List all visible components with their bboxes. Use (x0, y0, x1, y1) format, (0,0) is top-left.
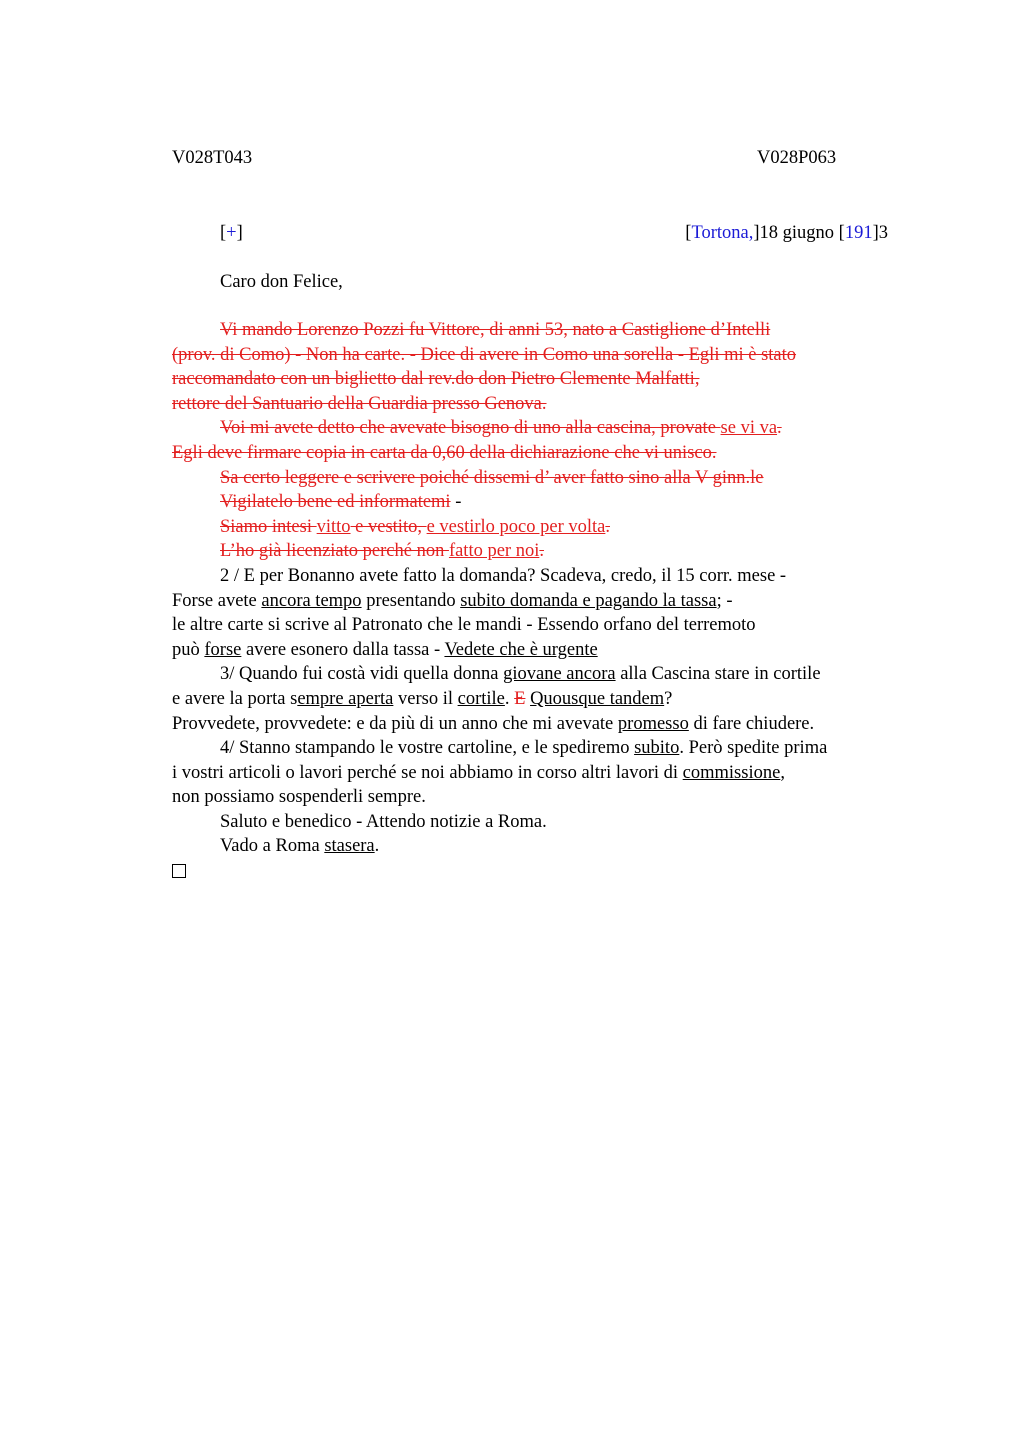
paragraph-2-line: Forse avete ancora tempo presentando subito domanda e pagando la tassa; - (172, 590, 733, 611)
paragraph-4-line: non possiamo sospenderli sempre. (172, 787, 426, 808)
deleted-line: Sa certo leggere e scrivere poiché dissemi d’ aver fatto sino alla V ginn.le (220, 467, 764, 488)
year-prefix: 191 (844, 223, 873, 243)
salutation: Caro don Felice, (220, 272, 343, 292)
deleted-line: Vigilatelo bene ed informatemi - (220, 492, 462, 513)
letter-body (172, 318, 912, 884)
deleted-line: Egli deve firmare copia in carta da 0,60 della dichiarazione che vi unisco. (172, 442, 717, 463)
closing-line: Saluto e benedico - Attendo notizie a Roma. (220, 811, 547, 832)
cross-mark: [+] (220, 223, 243, 243)
deleted-line: Vi mando Lorenzo Pozzi fu Vittore, di anni 53, nato a Castiglione d’Intelli (220, 320, 771, 340)
paragraph-2-line: può forse avere esonero dalla tassa - Vedete che è urgente (172, 639, 598, 660)
deleted-line: rettore del Santuario della Guardia presso Genova. (172, 393, 547, 414)
deleted-line: Siamo intesi vitto e vestito, e vestirlo poco per volta. (220, 516, 610, 537)
letter-topline (172, 223, 888, 247)
paragraph-2-line: 2 / E per Bonanno avete fatto la domanda? Scadeva, credo, il 15 corr. mese - (220, 565, 787, 586)
document-code-left: V028T043 (172, 148, 253, 168)
paragraph-2-line: le altre carte si scrive al Patronato che le mandi - Essendo orfano del terremoto (172, 615, 756, 636)
place-date: [Tortona,]18 giugno [191]3 (685, 223, 888, 243)
place-name: Tortona, (691, 223, 754, 243)
paragraph-3-line: 3/ Quando fui costà vidi quella donna giovane ancora alla Cascina stare in cortile (220, 664, 821, 685)
paragraph-3-line: e avere la porta sempre aperta verso il cortile. E Quousque tandem? (172, 688, 673, 709)
deleted-line: Voi mi avete detto che avevate bisogno di uno alla cascina, provate se vi va. (220, 418, 782, 439)
paragraph-4-line: i vostri articoli o lavori perché se noi abbiamo in corso altri lavori di commissione, (172, 762, 785, 783)
deleted-line: (prov. di Como) - Non ha carte. - Dice di avere in Como una sorella - Egli mi è stato (172, 344, 797, 365)
cross-symbol: + (226, 223, 237, 243)
closing-line: Vado a Roma stasera. (220, 836, 380, 857)
paragraph-3-line: Provvedete, provvedete: e da più di un anno che mi avevate promesso di fare chiudere. (172, 713, 815, 734)
square-end-icon (172, 864, 186, 878)
paragraph-4-line: 4/ Stanno stampando le vostre cartoline, e le spediremo subito. Però spedite prima (220, 738, 828, 759)
document-code-right: V028P063 (757, 148, 837, 168)
deleted-line: raccomandato con un biglietto dal rev.do don Pietro Clemente Malfatti, (172, 369, 700, 390)
end-mark (172, 859, 912, 884)
deleted-line: L’ho già licenziato perché non fatto per noi. (220, 541, 544, 562)
